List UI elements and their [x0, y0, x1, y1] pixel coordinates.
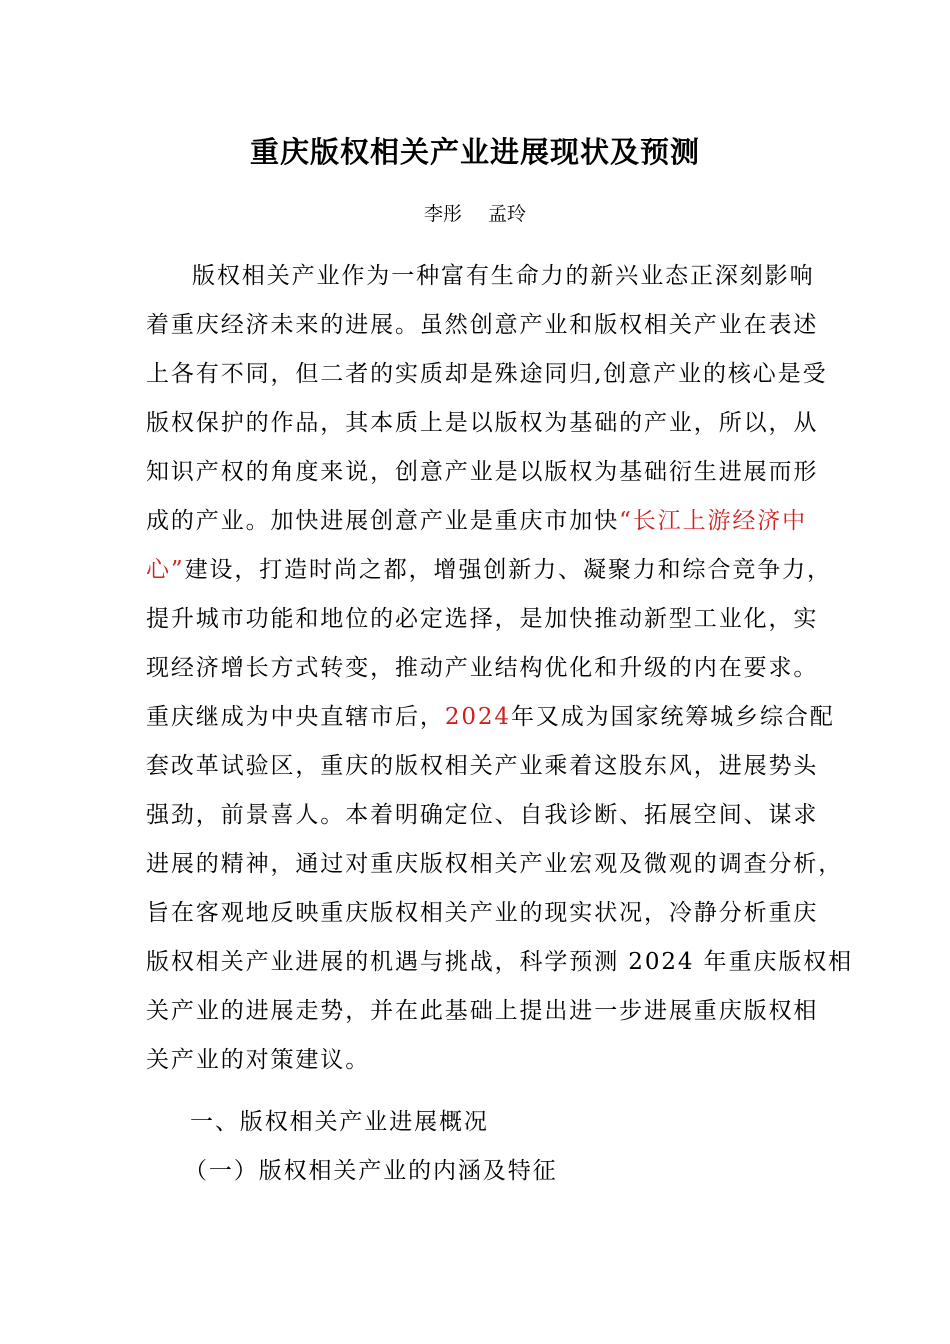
highlighted-text: 心”: [146, 557, 185, 583]
text-segment: 关产业的对策建议。: [146, 1047, 371, 1073]
paragraph-line: [146, 644, 818, 693]
text-segment: 版权相关产业作为一种富有生命力的新兴业态正深刻影响: [192, 263, 815, 289]
text-segment: 建设，打造时尚之都，增强创新力、凝聚力和综合竞争力，: [184, 557, 832, 583]
text-segment: 版权相关产业进展的机遇与挑战，科学预测 2024 年重庆版权相: [146, 949, 854, 975]
paragraph-line: [146, 987, 818, 1036]
text-segment: 进展的精神，通过对重庆版权相关产业宏观及微观的调查分析，: [146, 851, 844, 877]
text-segment: 现经济增长方式转变，推动产业结构优化和升级的内在要求。: [146, 655, 819, 681]
paragraph-line: [146, 350, 828, 399]
text-segment: 成的产业。加快进展创意产业是重庆市加快: [146, 508, 620, 534]
paragraph-line: [146, 448, 818, 497]
text-segment: 强劲，前景喜人。本着明确定位、自我诊断、拓展空间、谋求: [146, 802, 819, 828]
author-line: [0, 200, 950, 228]
paragraph-line: [146, 595, 818, 644]
author-name: 孟玲: [488, 203, 527, 225]
text-segment: 旨在客观地反映重庆版权相关产业的现实状况，冷静分析重庆: [146, 900, 819, 926]
text-segment: 上各有不同，但二者的实质却是殊途同归,创意产业的核心是受: [146, 361, 828, 387]
text-segment: 套改革试验区，重庆的版权相关产业乘着这股东风，进展势头: [146, 753, 819, 779]
text-segment: 重庆继成为中央直辖市后，: [146, 704, 445, 730]
paragraph-line: [146, 742, 818, 791]
section-heading: 一、版权相关产业进展概况: [190, 1109, 489, 1135]
paragraph-line: [146, 399, 818, 448]
paragraph-line: [146, 840, 843, 889]
paragraph-line: [146, 301, 818, 350]
text-segment: 知识产权的角度来说，创意产业是以版权为基础衍生进展而形: [146, 459, 819, 485]
document-title: 重庆版权相关产业进展现状及预测: [249, 135, 700, 169]
paragraph-line: [146, 889, 818, 938]
paragraph-line: [146, 693, 835, 742]
paragraph-line: [192, 252, 815, 301]
paragraph-line: [146, 1036, 370, 1085]
paragraph-line: [146, 546, 832, 595]
paragraph-line: [146, 497, 807, 546]
paragraph-line: [146, 938, 853, 987]
highlighted-text: 2024: [444, 704, 511, 730]
text-segment: 关产业的进展走势，并在此基础上提出进一步进展重庆版权相: [146, 998, 819, 1024]
text-segment: 版权保护的作品，其本质上是以版权为基础的产业，所以，从: [146, 410, 819, 436]
author-name: 李彤: [423, 203, 462, 225]
subsection-heading: （一）版权相关产业的内涵及特征: [184, 1158, 558, 1184]
text-segment: 提升城市功能和地位的必定选择，是加快推动新型工业化，实: [146, 606, 819, 632]
paragraph-line: [146, 791, 818, 840]
highlighted-text: “长江上游经济中: [619, 508, 808, 534]
text-segment: 年又成为国家统筹城乡综合配: [510, 704, 835, 730]
text-segment: 着重庆经济未来的进展。虽然创意产业和版权相关产业在表述: [146, 312, 819, 338]
